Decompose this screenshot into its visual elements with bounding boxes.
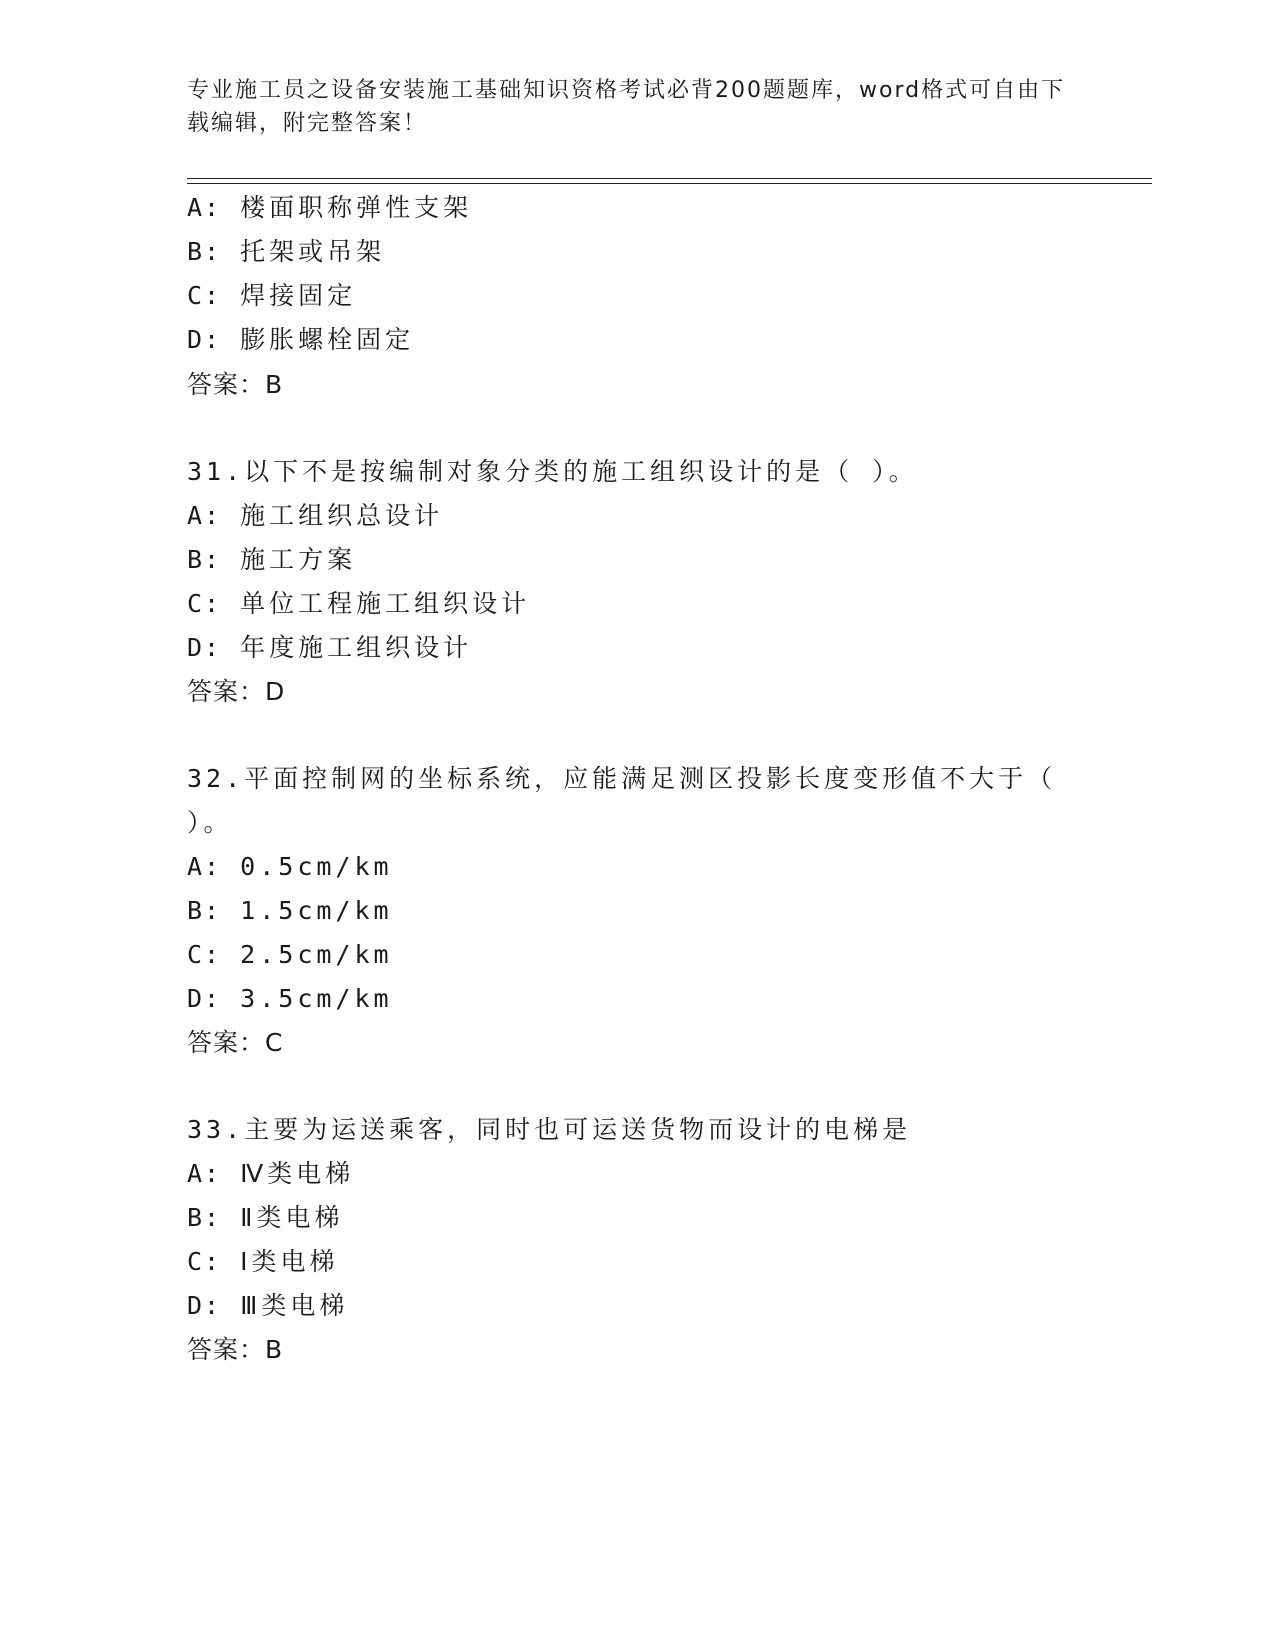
option-b: B: 托架或吊架: [187, 237, 386, 266]
answer-line: 答案：D: [187, 677, 286, 706]
option-b: B: 施工方案: [187, 545, 357, 574]
option-a: A: 施工组织总设计: [187, 501, 444, 530]
option-d: D: 年度施工组织设计: [187, 633, 473, 662]
header-rule-top: [187, 178, 1152, 179]
option-b: B: 1.5cm/km: [187, 896, 393, 925]
question-32-continued: ）。: [187, 808, 233, 837]
option-c: C: 焊接固定: [187, 281, 357, 310]
header-rule-bottom: [187, 183, 1152, 184]
question-31: 31.以下不是按编制对象分类的施工组织设计的是（ ）。: [187, 457, 918, 486]
option-c: C: 单位工程施工组织设计: [187, 589, 531, 618]
option-d: D: 3.5cm/km: [187, 984, 393, 1013]
option-c: C: Ⅰ类电梯: [187, 1247, 339, 1276]
document-intro: 专业施工员之设备安装施工基础知识资格考试必背200题题库，word格式可自由下载编辑，附完整答案！: [187, 78, 1066, 136]
option-a: A: Ⅳ类电梯: [187, 1159, 355, 1188]
option-a: A: 楼面职称弹性支架: [187, 193, 473, 222]
question-32: 32.平面控制网的坐标系统，应能满足测区投影长度变形值不大于（: [187, 764, 1057, 793]
option-c: C: 2.5cm/km: [187, 940, 393, 969]
answer-line: 答案：C: [187, 1028, 284, 1057]
option-b: B: Ⅱ类电梯: [187, 1203, 344, 1232]
answer-line: 答案：B: [187, 1335, 284, 1364]
option-d: D: 膨胀螺栓固定: [187, 325, 415, 354]
option-d: D: Ⅲ类电梯: [187, 1291, 349, 1320]
option-a: A: 0.5cm/km: [187, 852, 393, 881]
question-33: 33.主要为运送乘客，同时也可运送货物而设计的电梯是: [187, 1115, 912, 1144]
answer-line: 答案：B: [187, 370, 284, 399]
